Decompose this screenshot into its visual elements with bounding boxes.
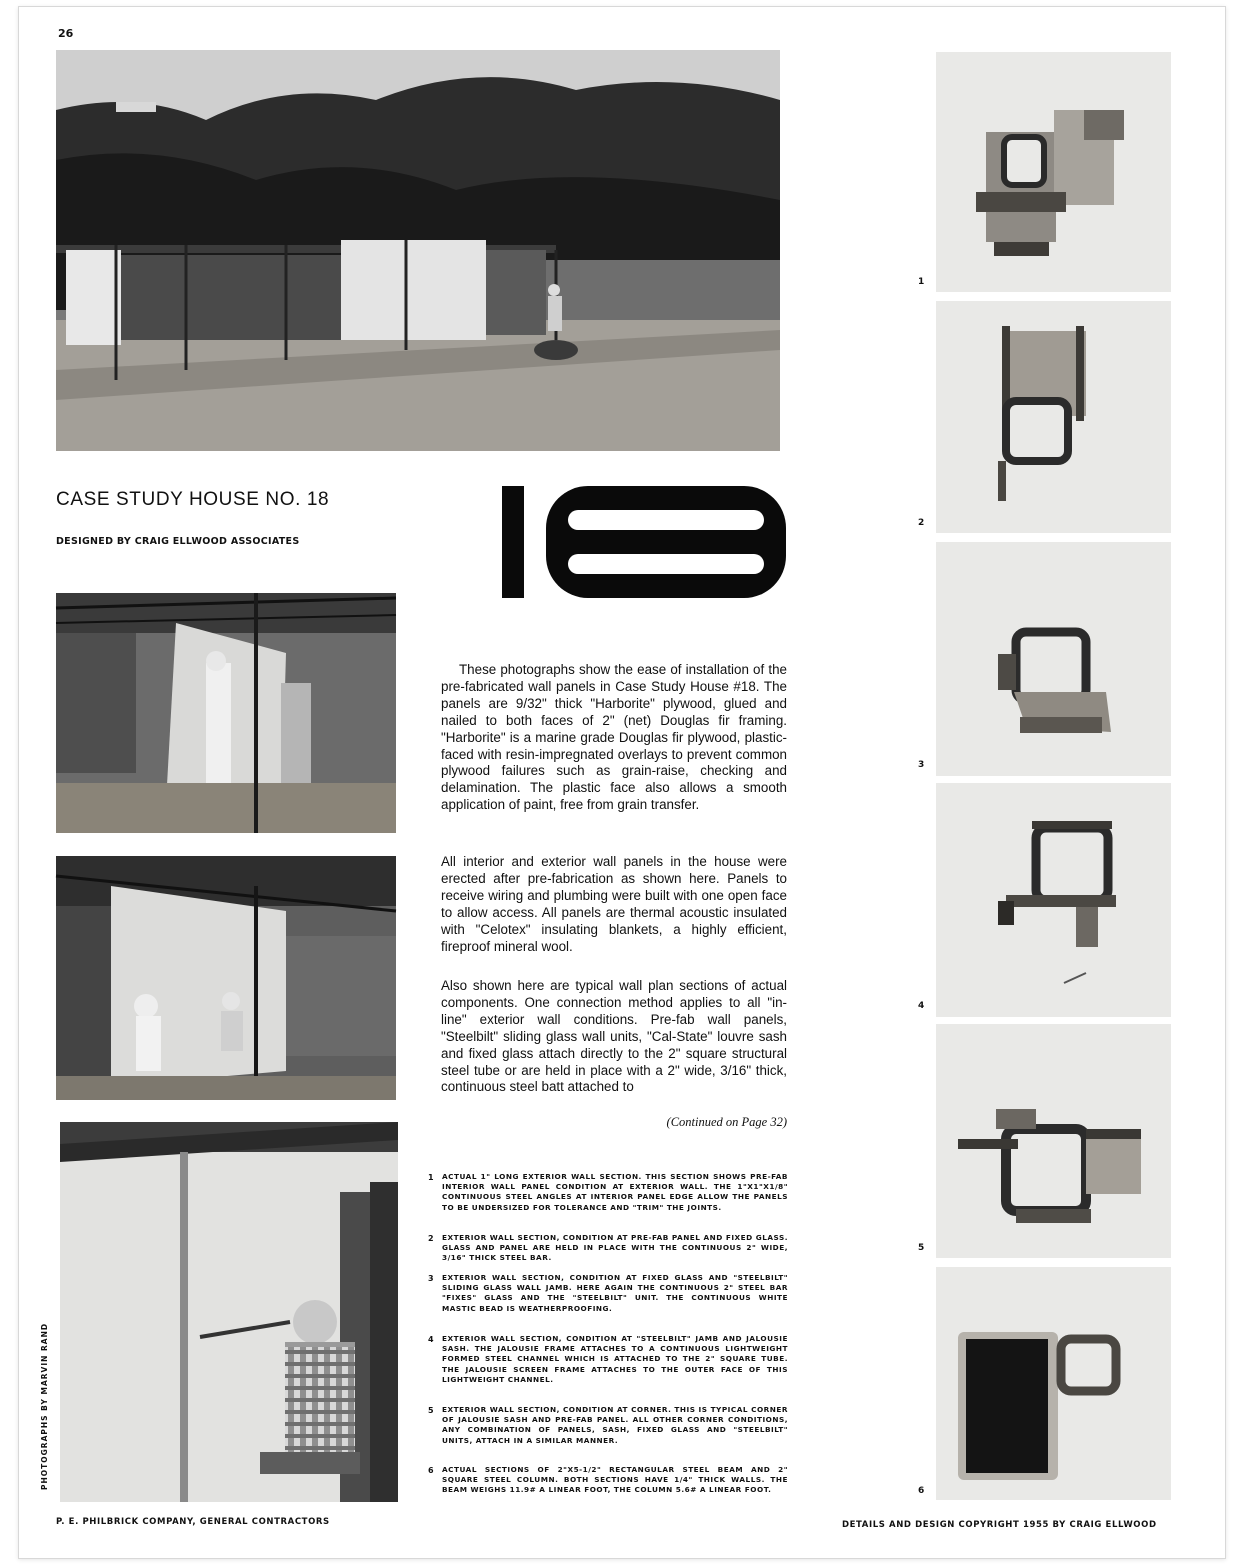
caption-number: 6	[428, 1466, 435, 1475]
big-number-18-graphic	[494, 484, 794, 600]
caption-text: ACTUAL SECTIONS OF 2"X5-1/2" RECTANGULAR STEEL BEAM AND 2" SQUARE STEEL COLUMN. BOTH SECTIONS HAVE 1/4" THICK WALLS. THE BEAM WEIGHS 11.9# A LINEAR FOOT, THE COLUMN 5.6# A LINEAR FOOT.	[442, 1465, 788, 1495]
footer-copyright: DETAILS AND DESIGN COPYRIGHT 1955 BY CRAIG ELLWOOD	[842, 1520, 1157, 1530]
page-number: 26	[58, 27, 74, 40]
caption-2	[428, 1233, 788, 1264]
house-construction-photo	[56, 50, 780, 451]
article-byline: DESIGNED BY CRAIG ELLWOOD ASSOCIATES	[56, 536, 300, 547]
photo-credit: PHOTOGRAPHS BY MARVIN RAND	[40, 1322, 49, 1490]
detail-number-3: 3	[918, 760, 925, 770]
caption-text: EXTERIOR WALL SECTION, CONDITION AT PRE-FAB PANEL AND FIXED GLASS. GLASS AND PANEL ARE HELD IN PLACE WITH THE CONTINUOUS 2" WIDE, 3/16" THICK STEEL BAR.	[442, 1233, 788, 1263]
article-title: CASE STUDY HOUSE NO. 18	[56, 489, 330, 510]
caption-4	[428, 1334, 788, 1385]
caption-3	[428, 1273, 788, 1314]
panel-install-photo-1	[56, 593, 396, 833]
detail-number-2: 2	[918, 518, 925, 528]
caption-5	[428, 1405, 788, 1446]
footer-contractor: P. E. PHILBRICK COMPANY, GENERAL CONTRACTORS	[56, 1517, 330, 1527]
caption-number: 3	[428, 1274, 435, 1283]
caption-text: EXTERIOR WALL SECTION, CONDITION AT CORNER. THIS IS TYPICAL CORNER OF JALOUSIE SASH AND PRE-FAB PANEL. ALL OTHER CORNER CONDITIONS, ANY COMBINATION OF PANELS, SASH, FIXED GLASS AND "STEELBILT" UNITS, ATTACH IN A SIMILAR MANNER.	[442, 1405, 788, 1445]
wall-section-detail-photo-3	[936, 542, 1171, 776]
wall-section-detail-photo-1	[936, 52, 1171, 292]
caption-6	[428, 1465, 788, 1496]
body-paragraph-3: Also shown here are typical wall plan sections of actual components. One connection method applies to all "in-line" exterior wall conditions. Pre-fab wall panels, "Steelbilt" sliding glass wall units, "Cal-State" louvre sash and fixed glass attach directly to the 2" square structural steel tube or are held in place with a 2" wide, 3/16" thick, continuous steel batt attached to	[441, 978, 787, 1095]
caption-number: 1	[428, 1173, 435, 1182]
caption-number: 5	[428, 1406, 435, 1415]
caption-number: 2	[428, 1234, 435, 1243]
detail-number-6: 6	[918, 1486, 925, 1496]
detail-number-4: 4	[918, 1001, 925, 1011]
body-paragraph-2: All interior and exterior wall panels in the house were erected after pre-fabrication as shown here. Panels to receive wiring and plumbing were built with one open face to allow access. All panels are thermal acoustic insulated with "Celotex" insulating blankets, a highly efficient, fireproof mineral wool.	[441, 854, 787, 954]
panel-install-photo-2	[56, 856, 396, 1100]
continued-note: (Continued on Page 32)	[666, 1115, 787, 1129]
detail-number-5: 5	[918, 1243, 925, 1253]
caption-text: EXTERIOR WALL SECTION, CONDITION AT "STEELBILT" JAMB AND JALOUSIE SASH. THE JALOUSIE FRAME ATTACHES TO A CONTINUOUS LIGHTWEIGHT FORMED STEEL CHANNEL WHICH IS ATTACHED TO THE 2" SQUARE TUBE. THE JALOUSIE SCREEN FRAME ATTACHES TO THE OUTER FACE OF THIS LIGHTWEIGHT CHANNEL.	[442, 1334, 788, 1384]
wall-section-detail-photo-4	[936, 783, 1171, 1017]
body-paragraph-1: These photographs show the ease of installation of the pre-fabricated wall panels in Case Study House #18. The panels are 9/32" thick "Harborite" plywood, glued and nailed to both faces of 2" (net) Douglas fir framing. "Harborite" is a marine grade Douglas fir plywood, plastic-faced with resin-impregnated overlays to prevent common plywood failures such as grain-raise, checking and delamination. The plastic face also allows a smooth application of paint, free from grain transfer.	[441, 662, 787, 813]
caption-text: ACTUAL 1" LONG EXTERIOR WALL SECTION. THIS SECTION SHOWS PRE-FAB INTERIOR WALL PANEL CONDITION AT EXTERIOR WALL. THE 1"X1"X1/8" CONTINUOUS STEEL ANGLES AT INTERIOR PANEL EDGE ALLOW THE PANELS TO BE UNDERSIZED FOR TOLERANCE AND "TRIM" THE JOINTS.	[442, 1172, 788, 1212]
wall-section-detail-photo-2	[936, 301, 1171, 533]
panel-install-photo-3	[60, 1122, 398, 1502]
wall-section-detail-photo-5	[936, 1024, 1171, 1258]
detail-number-1: 1	[918, 277, 925, 287]
caption-1	[428, 1172, 788, 1213]
wall-section-detail-photo-6	[936, 1267, 1171, 1500]
caption-number: 4	[428, 1335, 435, 1344]
caption-text: EXTERIOR WALL SECTION, CONDITION AT FIXED GLASS AND "STEELBILT" SLIDING GLASS WALL JAMB. HERE AGAIN THE CONTINUOUS 2" STEEL BAR "FIXES" GLASS AND THE "STEELBILT" UNIT. THE CONTINUOUS WHITE MASTIC BEAD IS WEATHERPROOFING.	[442, 1273, 788, 1313]
